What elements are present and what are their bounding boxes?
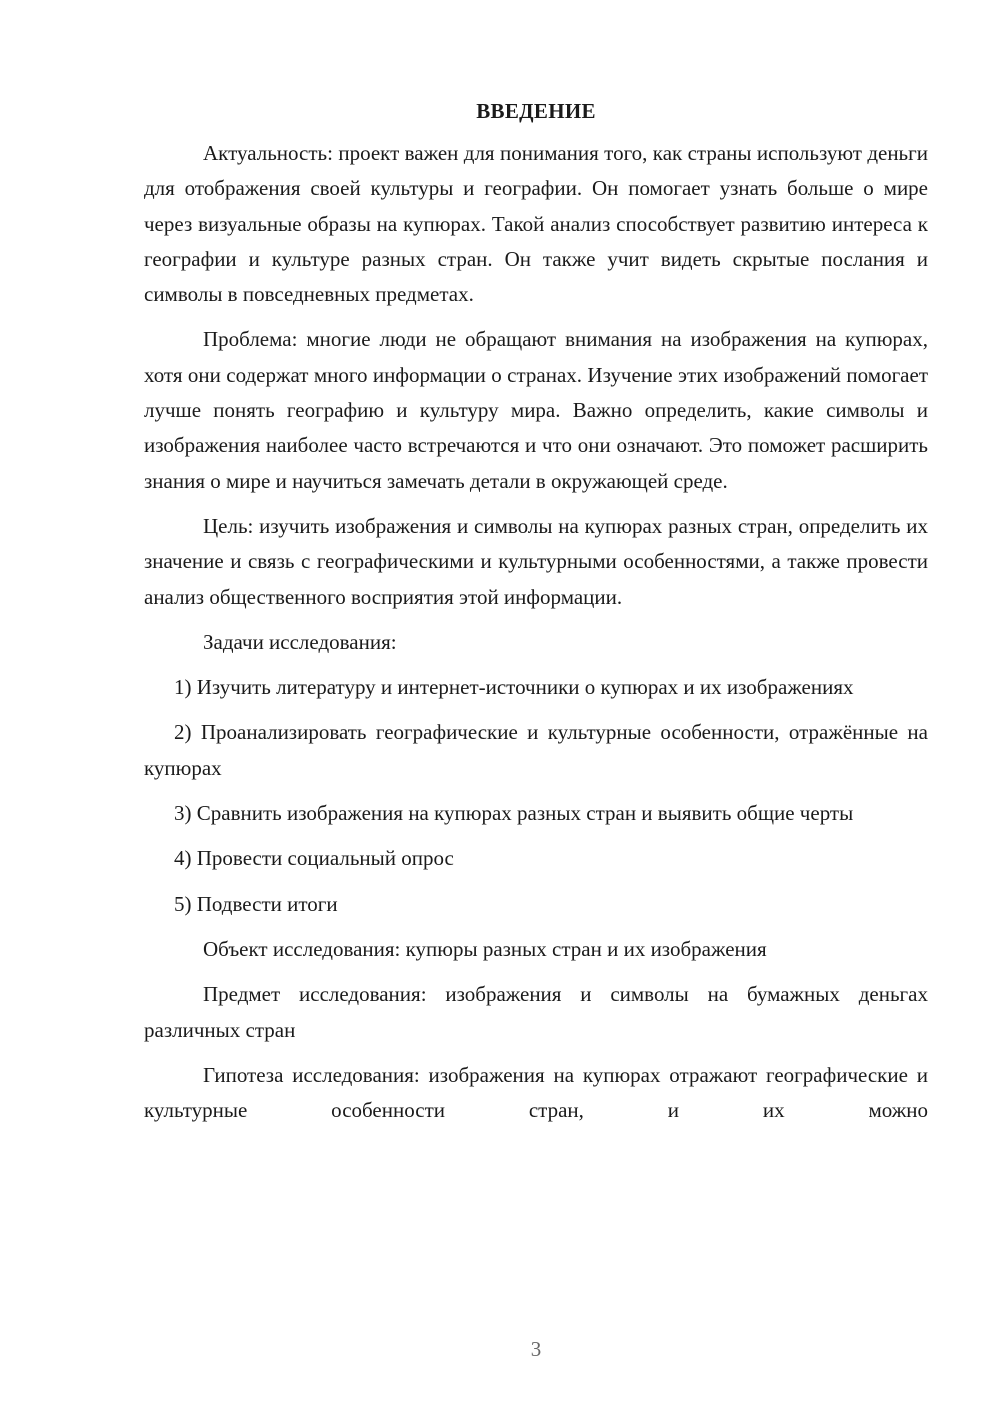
task-item: 4) Провести социальный опрос [174, 846, 454, 871]
task-item: 3) Сравнить изображения на купюрах разных стран и выявить общие черты [174, 801, 854, 826]
research-object-paragraph: Объект исследования: купюры разных стран и их изображения [203, 936, 767, 961]
document-page [144, 96, 928, 1128]
goal-paragraph: Цель: изучить изображения и символы на купюрах разных стран, определить их значение и связь с географическими и культурными особенностями, а также провести анализ общественного восприятия этой информации. [144, 513, 928, 609]
research-subject-paragraph: Предмет исследования: изображения и символы на бумажных деньгах различных стран [144, 982, 928, 1042]
task-item: 5) Подвести итоги [174, 891, 338, 916]
section-title: ВВЕДЕНИЕ [476, 99, 596, 123]
tasks-list [144, 670, 928, 922]
page-number: 3 [530, 1337, 542, 1361]
hypothesis-paragraph: Гипотеза исследования: изображения на купюрах отражают географические и культурные особенности стран, и их можно [144, 1062, 928, 1123]
task-item: 1) Изучить литературу и интернет-источники о купюрах и их изображениях [174, 675, 854, 700]
tasks-heading: Задачи исследования: [203, 629, 397, 654]
relevance-paragraph: Актуальность: проект важен для понимания того, как страны используют деньги для отображения своей культуры и географии. Он помогает узнать больше о мире через визуальные образы на купюрах. Такой анализ способствует развитию интереса к географии и культуре разных стран. Он также учит видеть скрытые послания и символы в повседневных предметах. [144, 141, 928, 307]
problem-paragraph: Проблема: многие люди не обращают внимания на изображения на купюрах, хотя они содержат много информации о странах. Изучение этих изображений помогает лучше понять географию и культуру мира. Важно определить, какие символы и изображения наиболее часто встречаются и что они означают. Это поможет расширить знания о мире и научиться замечать детали в окружающей среде. [144, 327, 928, 493]
task-item: 2) Проанализировать географические и культурные особенности, отражённые на купюрах [144, 720, 928, 780]
